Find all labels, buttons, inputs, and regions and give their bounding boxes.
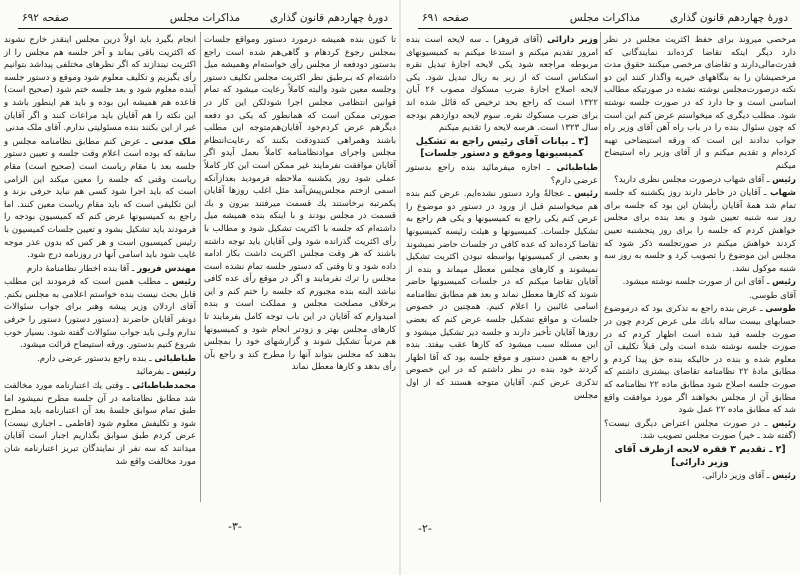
page-header	[418, 10, 792, 29]
speaker-name: رئیس	[772, 277, 796, 288]
header-page-number: صفحه ۶۹۲	[22, 12, 69, 24]
speech-text: ـ بنده راجع بدستور عرضی دارم.	[37, 353, 152, 364]
speaker-name: رئیس	[772, 174, 796, 185]
header-period: دورهٔ چهاردهم قانون گذاری	[269, 12, 388, 24]
speech-paragraph	[604, 34, 796, 173]
speaker-name: رئیس	[772, 418, 796, 429]
speech-paragraph	[4, 136, 196, 262]
speech-text: ـ وقتی یك اعتبارنامه مورد مخالفت شد مطابق نظامنامه در آن جلسه مطرح نمیشود اما طبق تمام سوابق جلسهٔ بعد آن اعتبارنامه باید مطرح شود و تکلیفش معلوم شود (فاطمی ـ اجباری نیست) عرض کردم طبق سوابق بگذاریم اجبار است آقایان میدانند که سه نفر از نمایندگان تبریز اعتبارنامه شان مورد مخالفت واقع شد	[4, 381, 196, 467]
speaker-name: رئیس	[172, 277, 196, 288]
speaker-name: وزیر دارائی	[547, 35, 599, 45]
speech-text: ـ آقای ابن از صورت جلسه نوشته میشود.	[622, 277, 770, 288]
speaker-name: محمدطباطبائی	[132, 381, 196, 392]
speech-text: ـ اجازه میفرمائید بنده راجع بدستور عرضی دارم؟	[406, 162, 598, 186]
speech-paragraph	[4, 380, 196, 468]
speaker-name: رئیس	[772, 471, 796, 482]
speech-paragraph	[604, 174, 796, 187]
text-column-right	[204, 34, 396, 375]
speech-text: مرخصی میروند برای حفظ اکثریت مجلس در نظر دارد دیگر اینکه تقاضا کرده‌اند نمایندگانی که قدرت‌مالی‌دارند و تقاضای مرخصی میکنند حقوق مدت مرخصیشان را به بنگاههای خیریه واگذار کنند این دو نکته درصورت‌مجلس نوشته نشده در صورتیکه مطالب اساسی است و جا دارد که در صورت جلسه نوشته شود. مطلب دیگری که میخواستم عرض کنم این است که چون سئوال بنده را در باب راه آهن آقای وزیر راه جواب ندادند این است که ورقه استیضاحی تهیه کرده‌ام و تقدیم میکنم و از آقای وزیر راه استیضاح میکنم	[604, 35, 796, 171]
speaker-name: طباطبائی	[154, 353, 196, 364]
speech-paragraph	[4, 263, 196, 276]
speech-paragraph	[604, 276, 796, 289]
header-period: دورهٔ چهاردهم قانون گذاری	[669, 12, 788, 24]
speech-text: ـ عرض بنده راجع به تذکری بود که درموضوع حسابهای بیست ساله بانك ملی عرض کردم چون در صورت جلسه قید شده است اظهار کردم که در صورت جلسه نوشته شده است ولی قبلاً تکلیف آن معلوم شده و بنده در حالیکه بنده حق پیدا کردم و مطابق مادهٔ ۲۲ نظامنامه تقاضای بیشتری داشتم که صورت جلسه اصلاح شود مطابق ماده ۲۲ نظامنامه که مطابق آن از مجلس بخواهند اگر مورد موافقت واقع شد که مطابق ماده ۲۲ عمل شود	[604, 304, 796, 416]
speech-paragraph	[4, 276, 196, 352]
header-title: مذاکرات مجلس	[569, 12, 641, 24]
speech-text: ـ آقای شهاب درصورت مجلس نظری دارید؟	[614, 174, 770, 185]
speaker-name: ملک مدنی	[151, 136, 197, 147]
speech-paragraph	[604, 470, 796, 483]
speaker-name: طوسی	[765, 304, 796, 315]
header-page-number: صفحه ۶۹۱	[422, 12, 469, 24]
speaker-name: مهندس فریور	[137, 263, 196, 274]
speech-paragraph	[406, 34, 598, 135]
speech-text: ـ مطلب همین است که فرمودند این مطلب قابل بحث نیست بنده خواستم اعلامی به مجلس بکنم. آقای اردلان وزیر پیشه وهنر برای جواب سئوالات دونفر آقایان حاضرند (دستور دستور) دستور را حرفی ندارم ولـی باید جواب سئوالات گفته شود. بسیار خوب شروع کنیم بدستور. ورقه استیضاح قرائت میشود.	[4, 277, 196, 351]
speaker-name: طباطبائی	[556, 162, 598, 173]
speech-text: ـ آقای وزیر دارائی.	[702, 471, 770, 482]
section-heading: [۲ ـ تقدیم ۳ فقره لایحه ازطرف آقای وزیر دارائی]	[614, 444, 786, 468]
page-header	[18, 10, 392, 29]
speech-text: ـ در صورت مجلس اعتراض دیگری نیست؟ (گفته شد ـ خیر) صورت مجلس تصویب شد.	[604, 418, 796, 442]
speech-text: ـ بفرمائید	[135, 367, 170, 378]
speaker-name: رئیس	[172, 367, 196, 378]
speech-text: انجام بگیرد باید اولاً درین مجلس اینقدر خارج نشوند که اکثریت باقی بماند و آخر جلسه هم مجلس را از اکثریت نیندازند که اگر نظرهای مختلفی پیداشد بتوانیم رأی بگیریم و تکلیف معلوم شود وموقع و دستور جلسه آینده معلوم شود و بعد جلسه ختم شود (صحیح است) قاعده هم همیشه این بوده و باید هم اینطور باشد و این نکته را هم آقایان باید مراعات کنند و اگر آقایان غیر از این بکنند بنده مسئولیتی ندارم. آقای ملک مدنی	[4, 35, 196, 134]
speech-paragraph	[604, 187, 796, 275]
speech-paragraph	[604, 290, 796, 303]
text-column-right	[604, 34, 796, 484]
speech-text: ـ عرض کنم مطابق نظامنامه مجلس و سابقه که بوده است اعلام وقت جلسه و تعیین دستور جلسه بعد با مقام ریاست است (صحیح است) مقام ریاست وقتی که جلسه را معین میکند این الزامی است که باید اجرا شود کسی هم نباید حرفی بزند و این تکلیفی است که باید مقام ریاست معین کنند. اما راجع به کمیسیونها عرض کنم که کمیسیون بودجه را فرمودند باید تشکیل بشود و تعیین جلسات کمیسیون با رئیس کمیسیون است و هر کس که بدون عذر موجه غایب شود باید اسامی آنها در روزنامه درج شود.	[4, 136, 196, 261]
speech-paragraph	[604, 418, 796, 443]
speech-text: آقای طوسی.	[749, 290, 796, 301]
section-heading: [۳ ـ بیانات آقای رئیس راجع به تشکیل کمیسیونها وموقع و دستور جلسات]	[415, 135, 589, 160]
speech-text: ـ آقایان در خاطر دارند روز یکشنبه که جلسه تمام شد همهٔ آقایان رأیشان این بود که جلسه برای روز سه شنبه تعیین شود و بعد بنده برای مجلس خواهش کردم که جلسه را برای روز پنجشنبه تعیین کردند خواهش میکنم در صورتجلسه ذکر شود که مجلس این موضوع را تصویب کرد و جلسه به روز سه شنبه موکول نشد.	[604, 188, 796, 274]
speech-paragraph	[406, 188, 598, 402]
speech-paragraph	[4, 34, 196, 135]
right-page	[400, 0, 800, 575]
speech-paragraph	[604, 303, 796, 416]
speech-text: ـ آقا بنده اخطار نظامنامهٔ دارم	[26, 263, 135, 274]
speech-paragraph	[4, 366, 196, 379]
speaker-name: شهاب	[770, 188, 796, 199]
header-title: مذاکرات مجلس	[169, 12, 241, 24]
speech-paragraph	[406, 162, 598, 187]
speech-paragraph	[204, 34, 396, 374]
column-divider	[200, 32, 201, 502]
page-footer-number: -۳-	[228, 520, 242, 533]
speech-text: (آقای فروهر) ـ سه لایحه است بنده امروز تقدیم میکنم و استدعا میکنم به کمیسیونهای مربوطه مراجعه شود یکی لایحه اجازهٔ تبدیل نقره اسکناس است که از زیر به ریال تبدیل شود. یکی لایحه اصلاح اجازهٔ ضرب مسکوك مصوب ۲۶ آبان ۱۳۲۲ است که راجع بحد ترخیص که قائل شده اند برای ضرب مسکوك نقره. سوم لایحه دوازدهم بودجه سال ۱۳۲۳ است. هرسه لایحه را تقدیم میکنم	[406, 35, 599, 134]
speech-text: تا کنون بنده همیشه درمورد دستور ومواقع جلسات بمجلس رجوع کردهام و گاهی‌هم شده است راجع بدستور دودفعه از مجلس رأی خواسته‌ام وهمیشه میل داشته‌ام که بـرطبق نظر اکثریت مجلس تکلیف دستور وجلسه معین شود والبته کاملاً رعایت میشود که تمام قوانین انتظامی مجلس اجرا شودلکن این کار در صورتی ممکن است که همانطور که یکی دو دفعه دیگرهم عرض کردم‌خود آقایان‌هم‌متوجه این مطلب باشند وهمراهی کنندودقت بکنند که رعایت‌انتظام مجلس واجرای موادنظامنامه کاملاً بعمل آیدو اگر آقایان موافقت نفرمایند غیر ممکن است این کار کاملاً عملی شود روز یکشنبه ملاحظه فرمودید بعدازآنکه اسمی ازختم مجلس‌پیش‌آمد مثل اغلب روزها آقایان یکمرتبه برخاستند یك قسمت میرفتند بیرون و یك قسمت در مجلس بودند و با اینکه بنده همیشه میل داشته‌ام که جلسه با اکثریت تشکیل شود و مطالب با رأی اکثریت گذرانده شود ولی آقایان باید توجه داشته باشند که هر وقت مجلس اکثریت داشت بکار ادامه داده شود و تا وقتی که دستور جلسه تمام نشده است مجلس را ترك نفرمایند و اگر در موقع رأی عده کافی نباشد البته بنده مجبورم که جلسه را ختم کنم و این برخلاف مصلحت مجلس و مملکت است و بنده امیدوارم که آقایان در این باب توجه کامل بفرمایند تا کارهای مجلس بهتر و زودتر انجام شود و کمیسیونها هم مرتباً تشکیل شوند و گزارشهای خود را بمجلس بدهند که مجلس بتواند آنها را مطرح کند و راجع بآن رأی بدهد و کارها معطل نماند	[204, 35, 396, 373]
speech-paragraph	[4, 353, 196, 366]
column-divider	[600, 32, 601, 502]
text-column-left	[406, 34, 598, 403]
page-footer-number: -۲-	[418, 522, 432, 535]
speech-text: ـ عجالةً وارد دستور نشده‌ایم. عرض کنم بنده هم میخواستم قبل از ورود در دستور دو موضوع را عرض کنم یکی راجع به کمیسیونها و یکی هم راجع به تشکیل جلسات. کمیسیونها و هیئت رئیسه کمیسیونها تقاضا کرده‌اند که عده کافی در جلسات حاضر نمیشوند و بعضی از کمیسیونها بواسطه نبودن اکثریت تشکیل نمیشوند و کارهای مجلس معطل میماند و بنده از آقایان تقاضا میکنم که در جلسات کمیسیونها حاضر شوند که کارها معطل نماند و بعد هم مطابق نظامنامه اسامی غائبین را اعلام کنیم. همچنین در خصوص جلسات و مواقع تشکیل جلسه عرض کنم که بعضی روزها آقایان تأخیر دارند و جلسه دیر تشکیل میشود و این مسئله سبب میشود که کارها عقب بیفتد. بنده راجع به همین دستور و موقع جلسه بود که آقا اظهار کردند خود بنده در نظر داشتم که در این خصوص تذکری عرض کنم. آقایان متوجه هستند که از اول مجلس	[406, 189, 598, 401]
text-column-left	[4, 34, 196, 469]
speaker-name: رئیس	[574, 189, 598, 200]
